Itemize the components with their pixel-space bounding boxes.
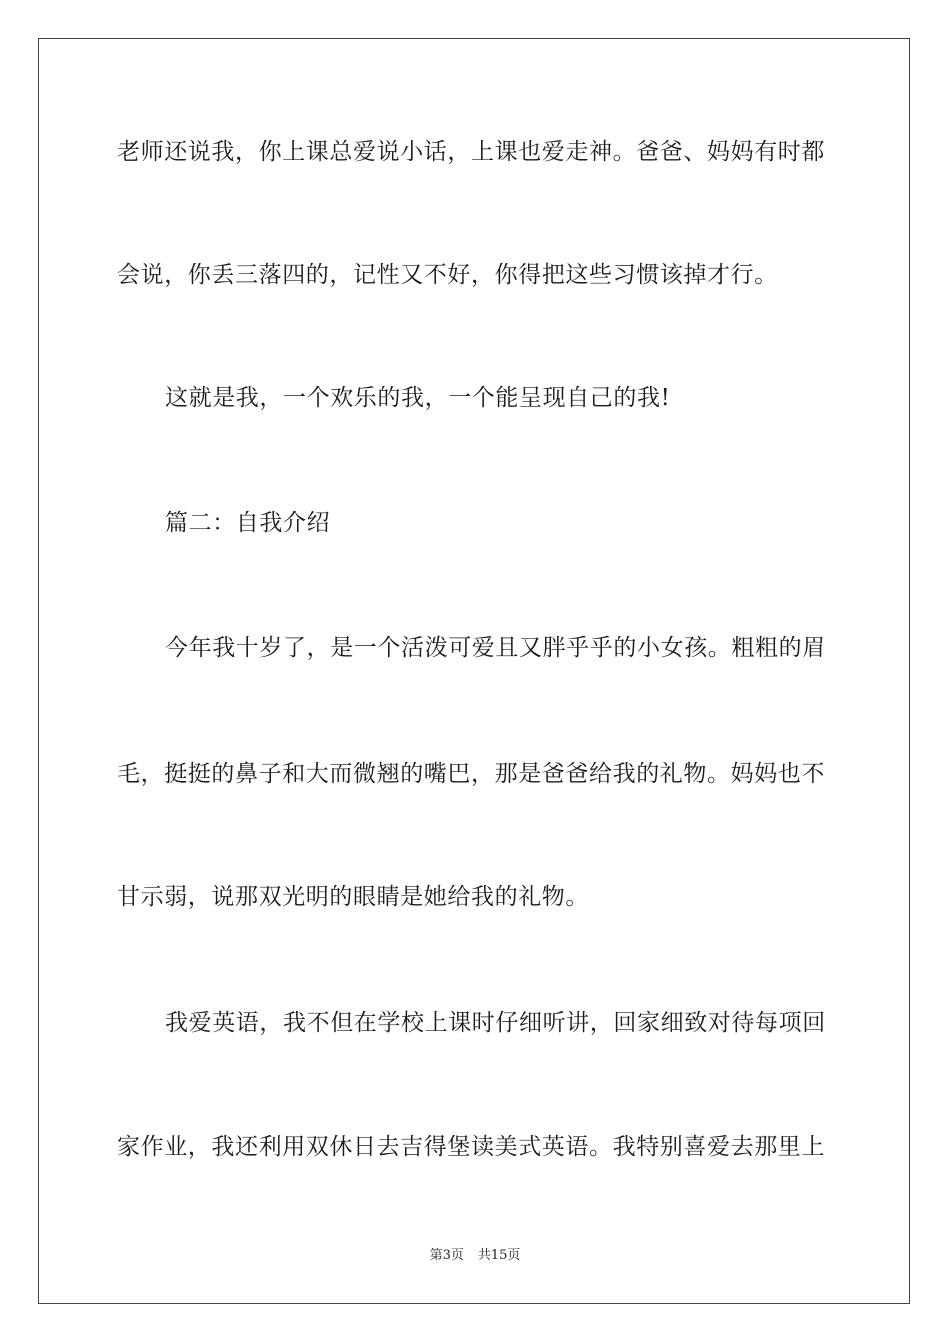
text-line: 毛，挺挺的鼻子和大而微翘的嘴巴，那是爸爸给我的礼物。妈妈也不 xyxy=(117,761,825,787)
page-total: 共15页 xyxy=(477,1248,521,1263)
page-number: 第3页 xyxy=(429,1248,464,1263)
text-line: 今年我十岁了，是一个活泼可爱且又胖乎乎的小女孩。粗粗的眉 xyxy=(165,635,826,661)
text-line: 家作业，我还利用双休日去吉得堡读美式英语。我特别喜爱去那里上 xyxy=(117,1134,825,1160)
page-footer xyxy=(0,1247,950,1265)
section-heading: 篇二：自我介绍 xyxy=(165,510,331,536)
text-line: 甘示弱，说那双光明的眼睛是她给我的礼物。 xyxy=(117,884,589,910)
page-border xyxy=(38,38,910,1304)
text-line: 这就是我，一个欢乐的我，一个能呈现自己的我! xyxy=(165,385,671,411)
text-line: 会说，你丢三落四的，记性又不好，你得把这些习惯该掉才行。 xyxy=(117,262,778,288)
text-line: 老师还说我，你上课总爱说小话，上课也爱走神。爸爸、妈妈有时都 xyxy=(117,139,825,165)
text-line: 我爱英语，我不但在学校上课时仔细听讲，回家细致对待每项回 xyxy=(165,1010,826,1036)
